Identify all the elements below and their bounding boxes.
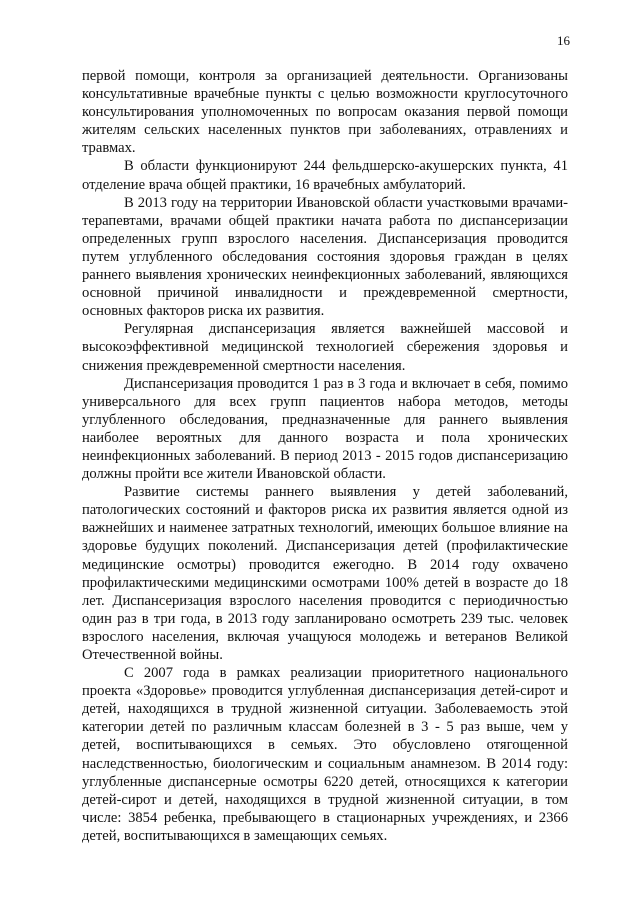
page-number: 16 [557,33,570,48]
paragraph-regular-dispensarization: Регулярная диспансеризация является важнейшей массовой и высокоэффективной медицинской технологией сбережения здоровья и снижения преждевременной смертности населения. [82,321,568,374]
paragraph-first-aid: первой помощи, контроля за организацией деятельности. Организованы консультативные врачебные пункты с целью возможности круглосуточного консультирования уполномоченных по вопросам оказания первой помощи жителям сельских населенных пунктов при заболеваниях, отравлениях и травмах. [82,68,568,157]
document-body [82,67,568,845]
paragraph-adult-dispensarization-2013: В 2013 году на территории Ивановской области участковыми врачами-терапевтами, врачами общей практики начата работа по диспансеризации определенных групп взрослого населения. Диспансеризация проводится путем углубленного обследования состояния здоровья граждан в целях раннего выявления хронических неинфекционных заболеваний, являющихся основной причиной инвалидности и преждевременной смертности, основных факторов риска их развития. [82,194,568,320]
paragraph-facilities: В области функционируют 244 фельдшерско-акушерских пункта, 41 отделение врача общей практики, 16 врачебных амбулаторий. [82,158,568,193]
paragraph-children-early-detection: Развитие системы раннего выявления у детей заболеваний, патологических состояний и факторов риска их развития является одной из важнейших и наименее затратных технологий, имеющих большое влияние на здоровье будущих поколений. Диспансеризация детей (профилактические медицинские осмотры) проводится ежегодно. В 2014 году охвачено профилактическими медицинскими осмотрами 100% детей в возрасте до 18 лет. Диспансеризация взрослого населения проводится с периодичностью один раз в три года, в 2013 году запланировано осмотреть 239 тыс. человек взрослого населения, включая учащуюся молодежь и ветеранов Великой Отечественной войны. [82,484,568,663]
paragraph-orphans-dispensarization: С 2007 года в рамках реализации приоритетного национального проекта «Здоровье» проводится углубленная диспансеризация детей-сирот и детей, находящихся в трудной жизненной ситуации. Заболеваемость этой категории детей по различным классам болезней в 3 - 5 раз выше, чем у детей, воспитывающихся в семьях. Это обусловлено отягощенной наследственностью, биологическим и социальным анамнезом. В 2014 году: углубленные диспансерные осмотры 6220 детей, относящихся к категории детей-сирот и детей, находящихся в трудной жизненной ситуации, в том числе: 3854 ребенка, пребывающего в стационарных учреждениях, и 2366 детей, воспитывающихся в замещающих семьях. [82,665,568,844]
paragraph-dispensarization-frequency: Диспансеризация проводится 1 раз в 3 года и включает в себя, помимо универсального для всех групп пациентов набора методов, методы углубленного обследования, предназначенные для раннего выявления наиболее вероятных для данного возраста и пола хронических неинфекционных заболеваний. В период 2013 - 2015 годов диспансеризацию должны пройти все жители Ивановской области. [82,375,568,483]
